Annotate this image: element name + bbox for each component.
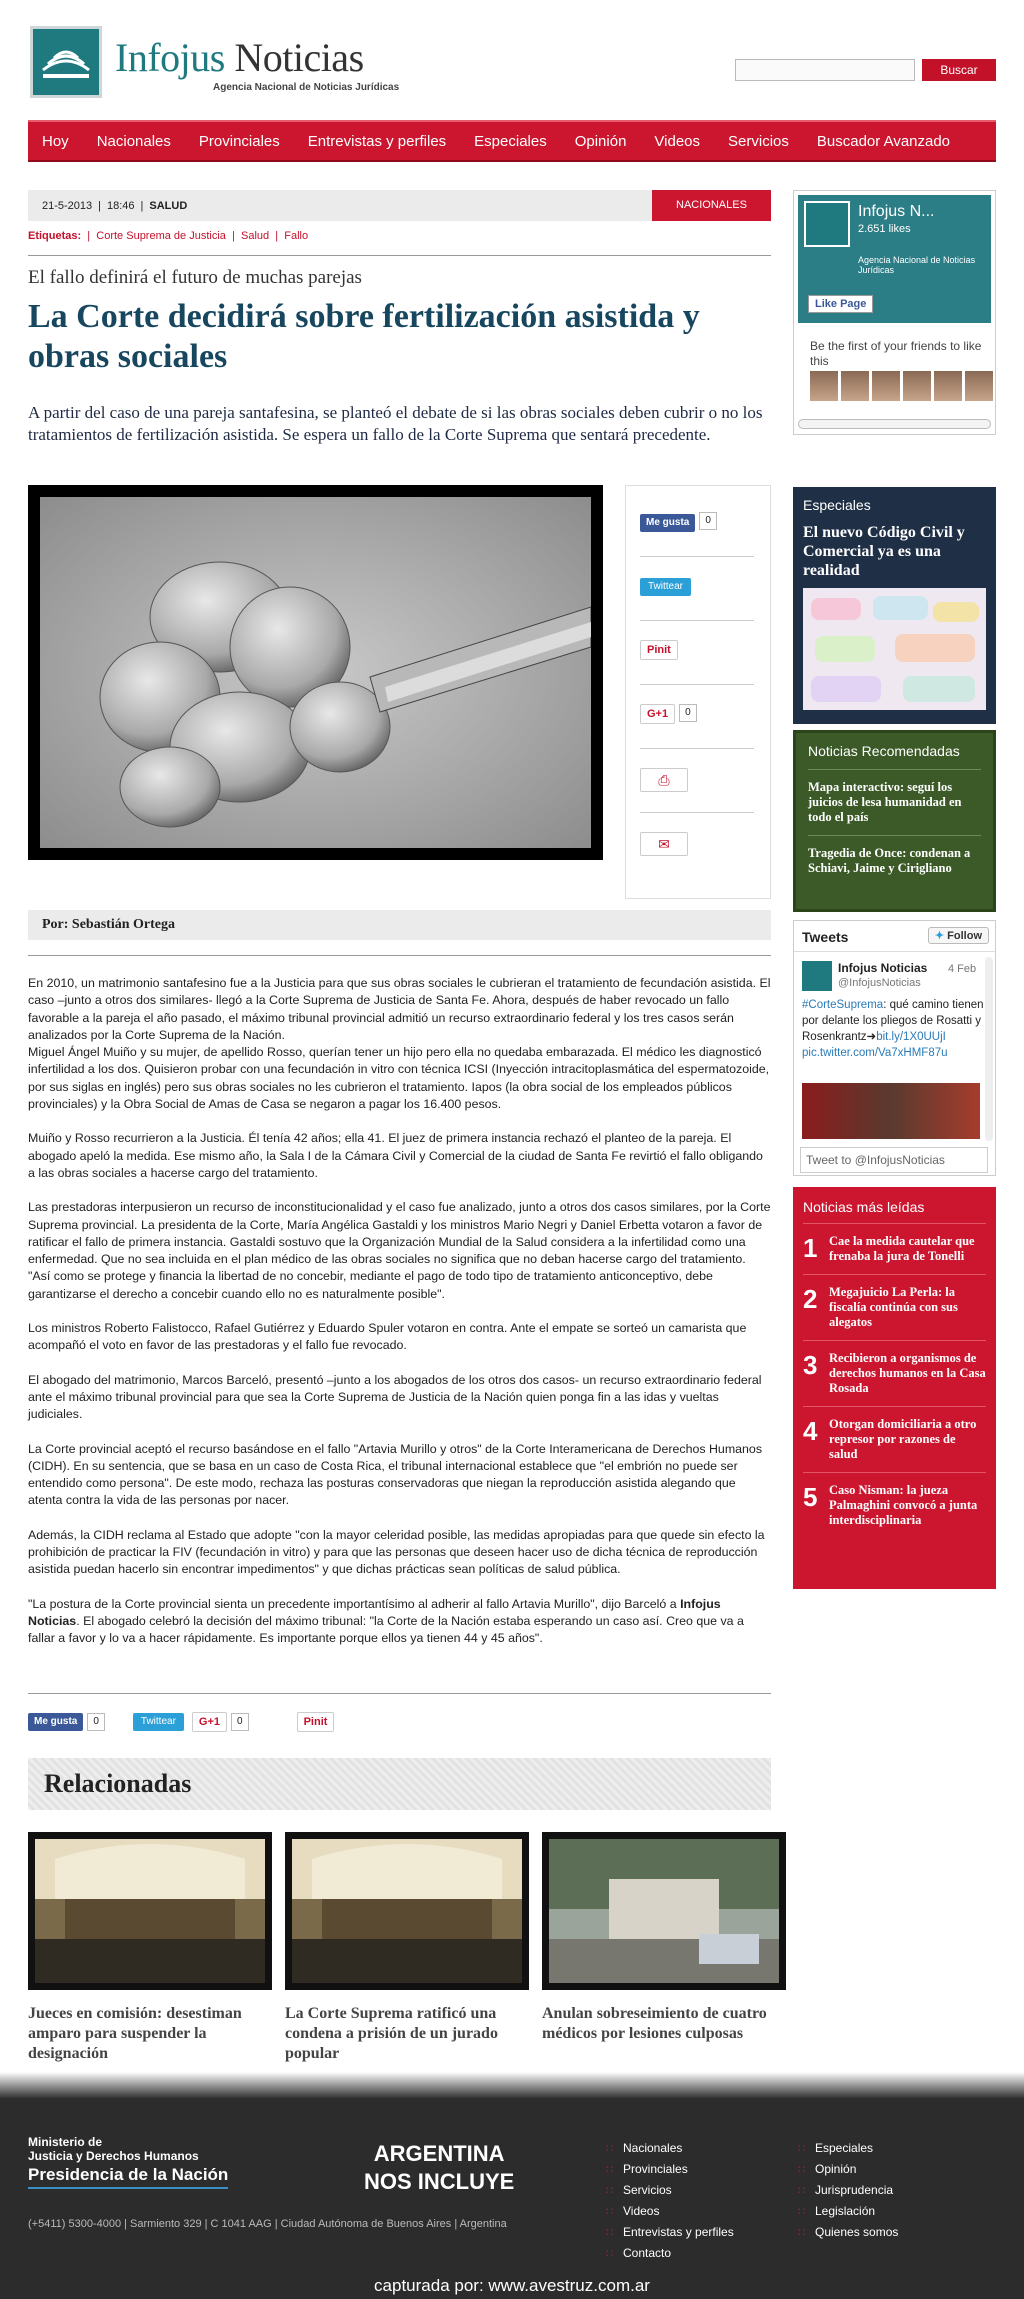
page-avatar	[804, 201, 850, 247]
avatar[interactable]	[802, 961, 832, 991]
tag-link[interactable]: Fallo	[284, 230, 309, 242]
book-icon	[39, 40, 93, 84]
avatar[interactable]	[965, 371, 993, 401]
tweet-body: : qué camino tienen por delante los pliegos de Rosatti y Rosenkrantz➜	[802, 999, 984, 1043]
facebook-friends-text: Be the first of your friends to like this	[810, 339, 982, 368]
most-read-item[interactable]	[803, 1340, 986, 1406]
divider	[28, 955, 771, 956]
most-read-box	[793, 1187, 996, 1589]
article-photo	[28, 485, 603, 860]
article-kicker: El fallo definirá el futuro de muchas parejas	[28, 267, 362, 288]
article-tags: Etiquetas: | Corte Suprema de Justicia | Salud | Fallo	[28, 230, 309, 242]
argentina-line-2: NOS INCLUYE	[364, 2169, 515, 2194]
facebook-banner-tagline: Agencia Nacional de Noticias Jurídicas	[858, 255, 976, 275]
footer-link[interactable]: ∷ Legislación	[798, 2201, 898, 2222]
tweet-link[interactable]: bit.ly/1X0UUjI	[876, 1031, 946, 1043]
footer-links-col-2	[798, 2138, 898, 2243]
most-read-text[interactable]: Megajuicio La Perla: la fiscalía continúa con sus alegatos	[829, 1285, 958, 1329]
related-image[interactable]	[28, 1832, 272, 1990]
recommended-item[interactable]: Mapa interactivo: seguí los juicios de lesa humanidad en todo el país	[808, 769, 981, 835]
paragraph-text: En 2010, un matrimonio santafesino fue a la Justicia para que sus obras sociales le cubrieran el tratamiento de fecundación asistida. El caso –junto a otros dos similares- llegó a la Corte Suprema de Justicia de Santa Fe. Ahora, después de haber revocado un fallo favorable a la pareja el año pasado, el máximo tribunal provincial admitió un recurso extraordinario federal y los tres casos serán analizados por la Corte Suprema de la Nación.	[28, 976, 771, 1042]
footer-link[interactable]: ∷ Videos	[606, 2201, 734, 2222]
twitter-share-button[interactable]: Twittear	[133, 1713, 184, 1731]
footer-links-col-1	[606, 2138, 734, 2264]
article-body	[28, 975, 771, 1665]
horizontal-scrollbar[interactable]	[798, 419, 991, 429]
most-read-text[interactable]: Otorgan domiciliaria a otro represor por razones de salud	[829, 1417, 977, 1461]
recommended-item[interactable]: Tragedia de Once: condenan a Schiavi, Jaime y Cirigliano	[808, 835, 981, 886]
article-date: 21-5-2013	[42, 199, 93, 212]
avatar[interactable]	[934, 371, 962, 401]
nav-videos[interactable]: Videos	[654, 132, 701, 150]
twitter-share-button[interactable]: Twittear	[640, 578, 691, 596]
divider	[640, 748, 754, 749]
footer-address: (+5411) 5300-4000 | Sarmiento 329 | C 1041 AAG | Ciudad Autónoma de Buenos Aires | Argentina	[28, 2218, 507, 2230]
paragraph-text: . El abogado celebró la decisión del máximo tribunal: "la Corte de la Nación estaba esperando un caso así. Creo que va a fallar a favor y lo va a hacer rápidamente. Es importante porque ellos ya tienen 44 y 45 años".	[28, 1613, 744, 1646]
nav-nacionales[interactable]: Nacionales	[96, 132, 171, 150]
tag-link[interactable]: Salud	[241, 230, 270, 242]
google-plus-button[interactable]: G+1	[640, 704, 675, 724]
paragraph-bold: Infojus Noticias	[28, 1596, 721, 1628]
facebook-like-button[interactable]: Me gusta	[640, 514, 695, 532]
site-logo[interactable]	[30, 26, 102, 98]
twitter-widget	[793, 920, 996, 1176]
vertical-scrollbar[interactable]	[985, 957, 993, 1141]
especiales-title: Especiales	[803, 497, 871, 513]
site-tagline: Agencia Nacional de Noticias Jurídicas	[213, 82, 400, 93]
divider	[640, 684, 754, 685]
related-image[interactable]	[285, 1832, 529, 1990]
illustration-image	[803, 588, 986, 710]
site-title[interactable]	[115, 36, 364, 80]
divider	[28, 255, 771, 256]
most-read-item[interactable]	[803, 1223, 986, 1274]
article-dateline: 21-5-2013 | 18:46 | SALUD	[28, 190, 771, 221]
facebook-like-page-button[interactable]: Like Page	[808, 295, 873, 313]
embryo-image	[40, 497, 591, 848]
tweet-hashtag[interactable]: #CorteSuprema	[802, 999, 884, 1011]
divider	[640, 620, 754, 621]
nav-provinciales[interactable]: Provinciales	[198, 132, 280, 150]
google-plus-button[interactable]: G+1	[192, 1712, 227, 1732]
avatar[interactable]	[810, 371, 838, 401]
tag-link[interactable]: Corte Suprema de Justicia	[96, 230, 226, 242]
recommended-title: Noticias Recomendadas	[808, 743, 960, 759]
google-plus-count: 0	[231, 1713, 249, 1731]
avatar[interactable]	[841, 371, 869, 401]
facebook-like-button[interactable]: Me gusta	[28, 1713, 83, 1731]
rank-number: 4	[803, 1416, 818, 1446]
related-header: Relacionadas	[28, 1758, 771, 1810]
nav-entrevistas[interactable]: Entrevistas y perfiles	[307, 132, 447, 150]
footer-link[interactable]: ∷ Especiales	[798, 2138, 898, 2159]
article-section: SALUD	[149, 199, 188, 212]
avatar[interactable]	[903, 371, 931, 401]
presidency-name[interactable]: Presidencia de la Nación	[28, 2165, 228, 2189]
footer-shadow	[0, 2072, 1024, 2098]
facebook-like-count: 0	[87, 1713, 105, 1731]
footer-link[interactable]: ∷ Servicios	[606, 2180, 734, 2201]
footer-link[interactable]: ∷ Nacionales	[606, 2138, 734, 2159]
nav-especiales[interactable]: Especiales	[474, 132, 547, 150]
most-read-text[interactable]: Recibieron a organismos de derechos humanos en la Casa Rosada	[829, 1351, 986, 1395]
especiales-box[interactable]	[793, 487, 996, 724]
recommended-box	[793, 730, 996, 912]
divider	[640, 812, 754, 813]
facebook-like-total: 2.651 likes	[858, 223, 911, 235]
footer-link[interactable]: ∷ Provinciales	[606, 2159, 734, 2180]
logo-word-noticias: Noticias	[234, 35, 364, 80]
logo-word-infojus: Infojus	[115, 35, 225, 80]
paragraph: La Corte provincial aceptó el recurso basándose en el fallo "Artavia Murillo y otros" de la Corte Interamericana de Derechos Humanos (CIDH). En su sentencia, que se basa en un caso de Costa Rica, el tribunal internacional establece que "el embrión no puede ser entendido como persona". De este modo, rechaza las posturas conservadoras que niegan la reproducción asistida alegando que atenta contra la vida de las personas por nacer.	[28, 1441, 763, 1508]
divider	[640, 556, 754, 557]
main-nav	[28, 120, 996, 162]
divider	[794, 951, 995, 952]
print-icon[interactable]: ⎙	[640, 768, 688, 792]
most-read-text[interactable]: Cae la medida cautelar que frenaba la jura de Tonelli	[829, 1234, 975, 1263]
nav-hoy[interactable]: Hoy	[42, 132, 69, 150]
rank-number: 1	[803, 1233, 818, 1263]
article-summary: A partir del caso de una pareja santafesina, se planteó el debate de si las obras sociales deben cubrir o no los tratamientos de fertilización asistida. Se espera un fallo de la Corte Suprema que sentará precedente.	[28, 403, 763, 444]
paragraph-text: Miguel Ángel Muiño y su mujer, de apellido Rosso, querían tener un hijo pero ella no quedaba embarazada. El médico les diagnosticó infertilidad a los dos. Quisieron probar con una fecundación in vitro con técnica ICSI (Inyección intracitoplasmática del espermatozoide, por sus siglas en inglés) pero sus obras sociales no les cubrieron el tratamiento. Iapos (la obra social de los empleados públicos provinciales) y la Obra Social de Amas de Casa se negaron a pagar los 16.400 pesos.	[28, 1045, 770, 1112]
rank-number: 2	[803, 1284, 818, 1314]
email-icon[interactable]: ✉	[640, 832, 688, 856]
tweet-pic-link[interactable]: pic.twitter.com/Va7xHMF87u	[802, 1047, 948, 1059]
most-read-item[interactable]	[803, 1406, 986, 1472]
capture-credit: capturada por: www.avestruz.com.ar	[374, 2276, 650, 2295]
article-time: 18:46	[107, 199, 135, 212]
facebook-like-count: 0	[699, 512, 717, 530]
courtroom-image	[292, 1839, 522, 1983]
twitter-bird-icon: ✦	[934, 930, 945, 942]
divider	[28, 1693, 771, 1694]
follow-label: Follow	[947, 930, 982, 942]
tweet-image[interactable]	[802, 1083, 980, 1139]
facebook-fan-avatars	[810, 371, 993, 401]
tweet-to-input[interactable]: Tweet to @InfojusNoticias	[800, 1147, 988, 1173]
paragraph: Además, la CIDH reclama al Estado que adopte "con la mayor celeridad posible, las medidas apropiadas para que quede sin efecto la prohibición de practicar la FIV (fecundación in vitro) y para que las personas que deseen hacer uso de dicha técnica de reproducción asistida puedan hacerlo sin encontrar impedimentos" y que dichas prácticas sean políticas de salud pública.	[28, 1527, 765, 1577]
ministry-name[interactable]: Ministerio de Justicia y Derechos Humanos	[28, 2135, 199, 2163]
share-sidebar	[625, 485, 771, 899]
paragraph: Las prestadoras interpusieron un recurso de inconstitucionalidad y el caso fue analizado, junto a otros dos casos similares, por la Corte Suprema provincial. La presidenta de la Corte, María Angélica Gastaldi y los ministros Mario Negri y Daniel Erbetta votaron a favor de ratificar el fallo de primera instancia. Gastaldi sostuvo que la Organización Mundial de la Salud considera a la infertilidad como una enfermedad. Que no sea incluida en el plan médico de las obras sociales no significa que no deban hacerse cargo del tratamiento. "Así como se protege y financia la libertad de no concebir, mediante el pago de todo tipo de tratamiento anticonceptivo, debe garantizarse el derecho a concebir cuando ello no es naturalmente posible".	[28, 1200, 771, 1301]
tweet-date[interactable]: 4 Feb	[948, 963, 977, 975]
courtroom-image	[35, 1839, 265, 1983]
related-title[interactable]: Jueces en comisión: desestiman amparo para suspender la designación	[28, 2005, 242, 2062]
paragraph	[28, 1596, 771, 1648]
nav-servicios[interactable]: Servicios	[728, 132, 789, 150]
twitter-follow-button[interactable]	[928, 927, 989, 944]
article-title: La Corte decidirá sobre fertilización asistida y obras sociales	[28, 298, 700, 375]
most-read-text[interactable]: Caso Nisman: la jueza Palmaghini convocó a junta interdisciplinaria	[829, 1483, 978, 1527]
footer-link[interactable]: ∷ Jurisprudencia	[798, 2180, 898, 2201]
tags-label: Etiquetas:	[28, 230, 82, 242]
facebook-page-name: Infojus N...	[858, 203, 935, 220]
footer-link[interactable]: ∷ Entrevistas y perfiles	[606, 2222, 734, 2243]
related-image[interactable]	[542, 1832, 786, 1990]
tweets-title: Tweets	[802, 929, 849, 945]
tweet-author[interactable]: Infojus Noticias	[838, 961, 928, 975]
especiales-image[interactable]	[803, 588, 986, 710]
related-title[interactable]: La Corte Suprema ratificó una condena a prisión de un jurado popular	[285, 2005, 498, 2062]
paragraph: Los ministros Roberto Falistocco, Rafael Gutiérrez y Eduardo Spuler votaron en contra. Ante el empate se sorteó un camarista que acompañó el voto en favor de las prestadoras y el fallo fue revocado.	[28, 1321, 747, 1353]
pinterest-button[interactable]: Pinit	[640, 640, 678, 660]
argentina-logo[interactable]	[364, 2140, 514, 2196]
footer-link[interactable]: ∷ Opinión	[798, 2159, 898, 2180]
search-input[interactable]	[735, 59, 915, 81]
nav-buscador[interactable]: Buscador Avanzado	[816, 132, 951, 150]
tweet-handle[interactable]: @InfojusNoticias	[838, 977, 921, 989]
paragraph-text: "La postura de la Corte provincial sienta un precedente importantísimo al adherir al fallo Artavia Murillo", dijo Barceló a	[28, 1596, 681, 1611]
paragraph: Muiño y Rosso recurrieron a la Justicia. Él tenía 42 años; ella 41. El juez de primera instancia rechazó el planteo de la pareja. El abogado apeló la medida. Ese mismo año, la Sala I de la Cámara Civil y Comercial de la ciudad de Santa Fe revirtió el fallo obligando a las obras sociales a hacerse cargo del tratamiento.	[28, 1131, 763, 1180]
most-read-item[interactable]	[803, 1274, 986, 1340]
paragraph: El abogado del matrimonio, Marcos Barceló, presentó –junto a los abogados de los otros dos casos- un recurso extraordinario federal ante el máximo tribunal provincial para que sea la Corte Suprema de Justicia de la Nación quien ponga fin a las idas y vueltas judiciales.	[28, 1372, 762, 1422]
tweet-text	[802, 997, 987, 1061]
google-plus-count: 0	[679, 704, 697, 722]
most-read-title: Noticias más leídas	[803, 1199, 925, 1215]
rank-number: 3	[803, 1350, 818, 1380]
search-button[interactable]: Buscar	[922, 59, 996, 81]
rank-number: 5	[803, 1482, 818, 1512]
section-badge[interactable]: NACIONALES	[652, 190, 771, 221]
street-image	[549, 1839, 779, 1983]
paragraph	[28, 975, 771, 1113]
argentina-line-1: ARGENTINA	[373, 2141, 505, 2166]
bottom-share-bar	[28, 1712, 334, 1732]
facebook-banner[interactable]	[798, 195, 991, 323]
avatar[interactable]	[872, 371, 900, 401]
nav-opinion[interactable]: Opinión	[574, 132, 627, 150]
especiales-headline[interactable]: El nuevo Código Civil y Comercial ya es una realidad	[803, 524, 965, 579]
article-byline: Por: Sebastián Ortega	[28, 910, 771, 940]
most-read-item[interactable]	[803, 1472, 986, 1538]
related-title[interactable]: Anulan sobreseimiento de cuatro médicos por lesiones culposas	[542, 2005, 767, 2042]
pinterest-button[interactable]: Pinit	[297, 1712, 335, 1732]
footer-link[interactable]: ∷ Quienes somos	[798, 2222, 898, 2243]
facebook-widget	[793, 190, 996, 435]
footer-link[interactable]: ∷ Contacto	[606, 2243, 734, 2264]
